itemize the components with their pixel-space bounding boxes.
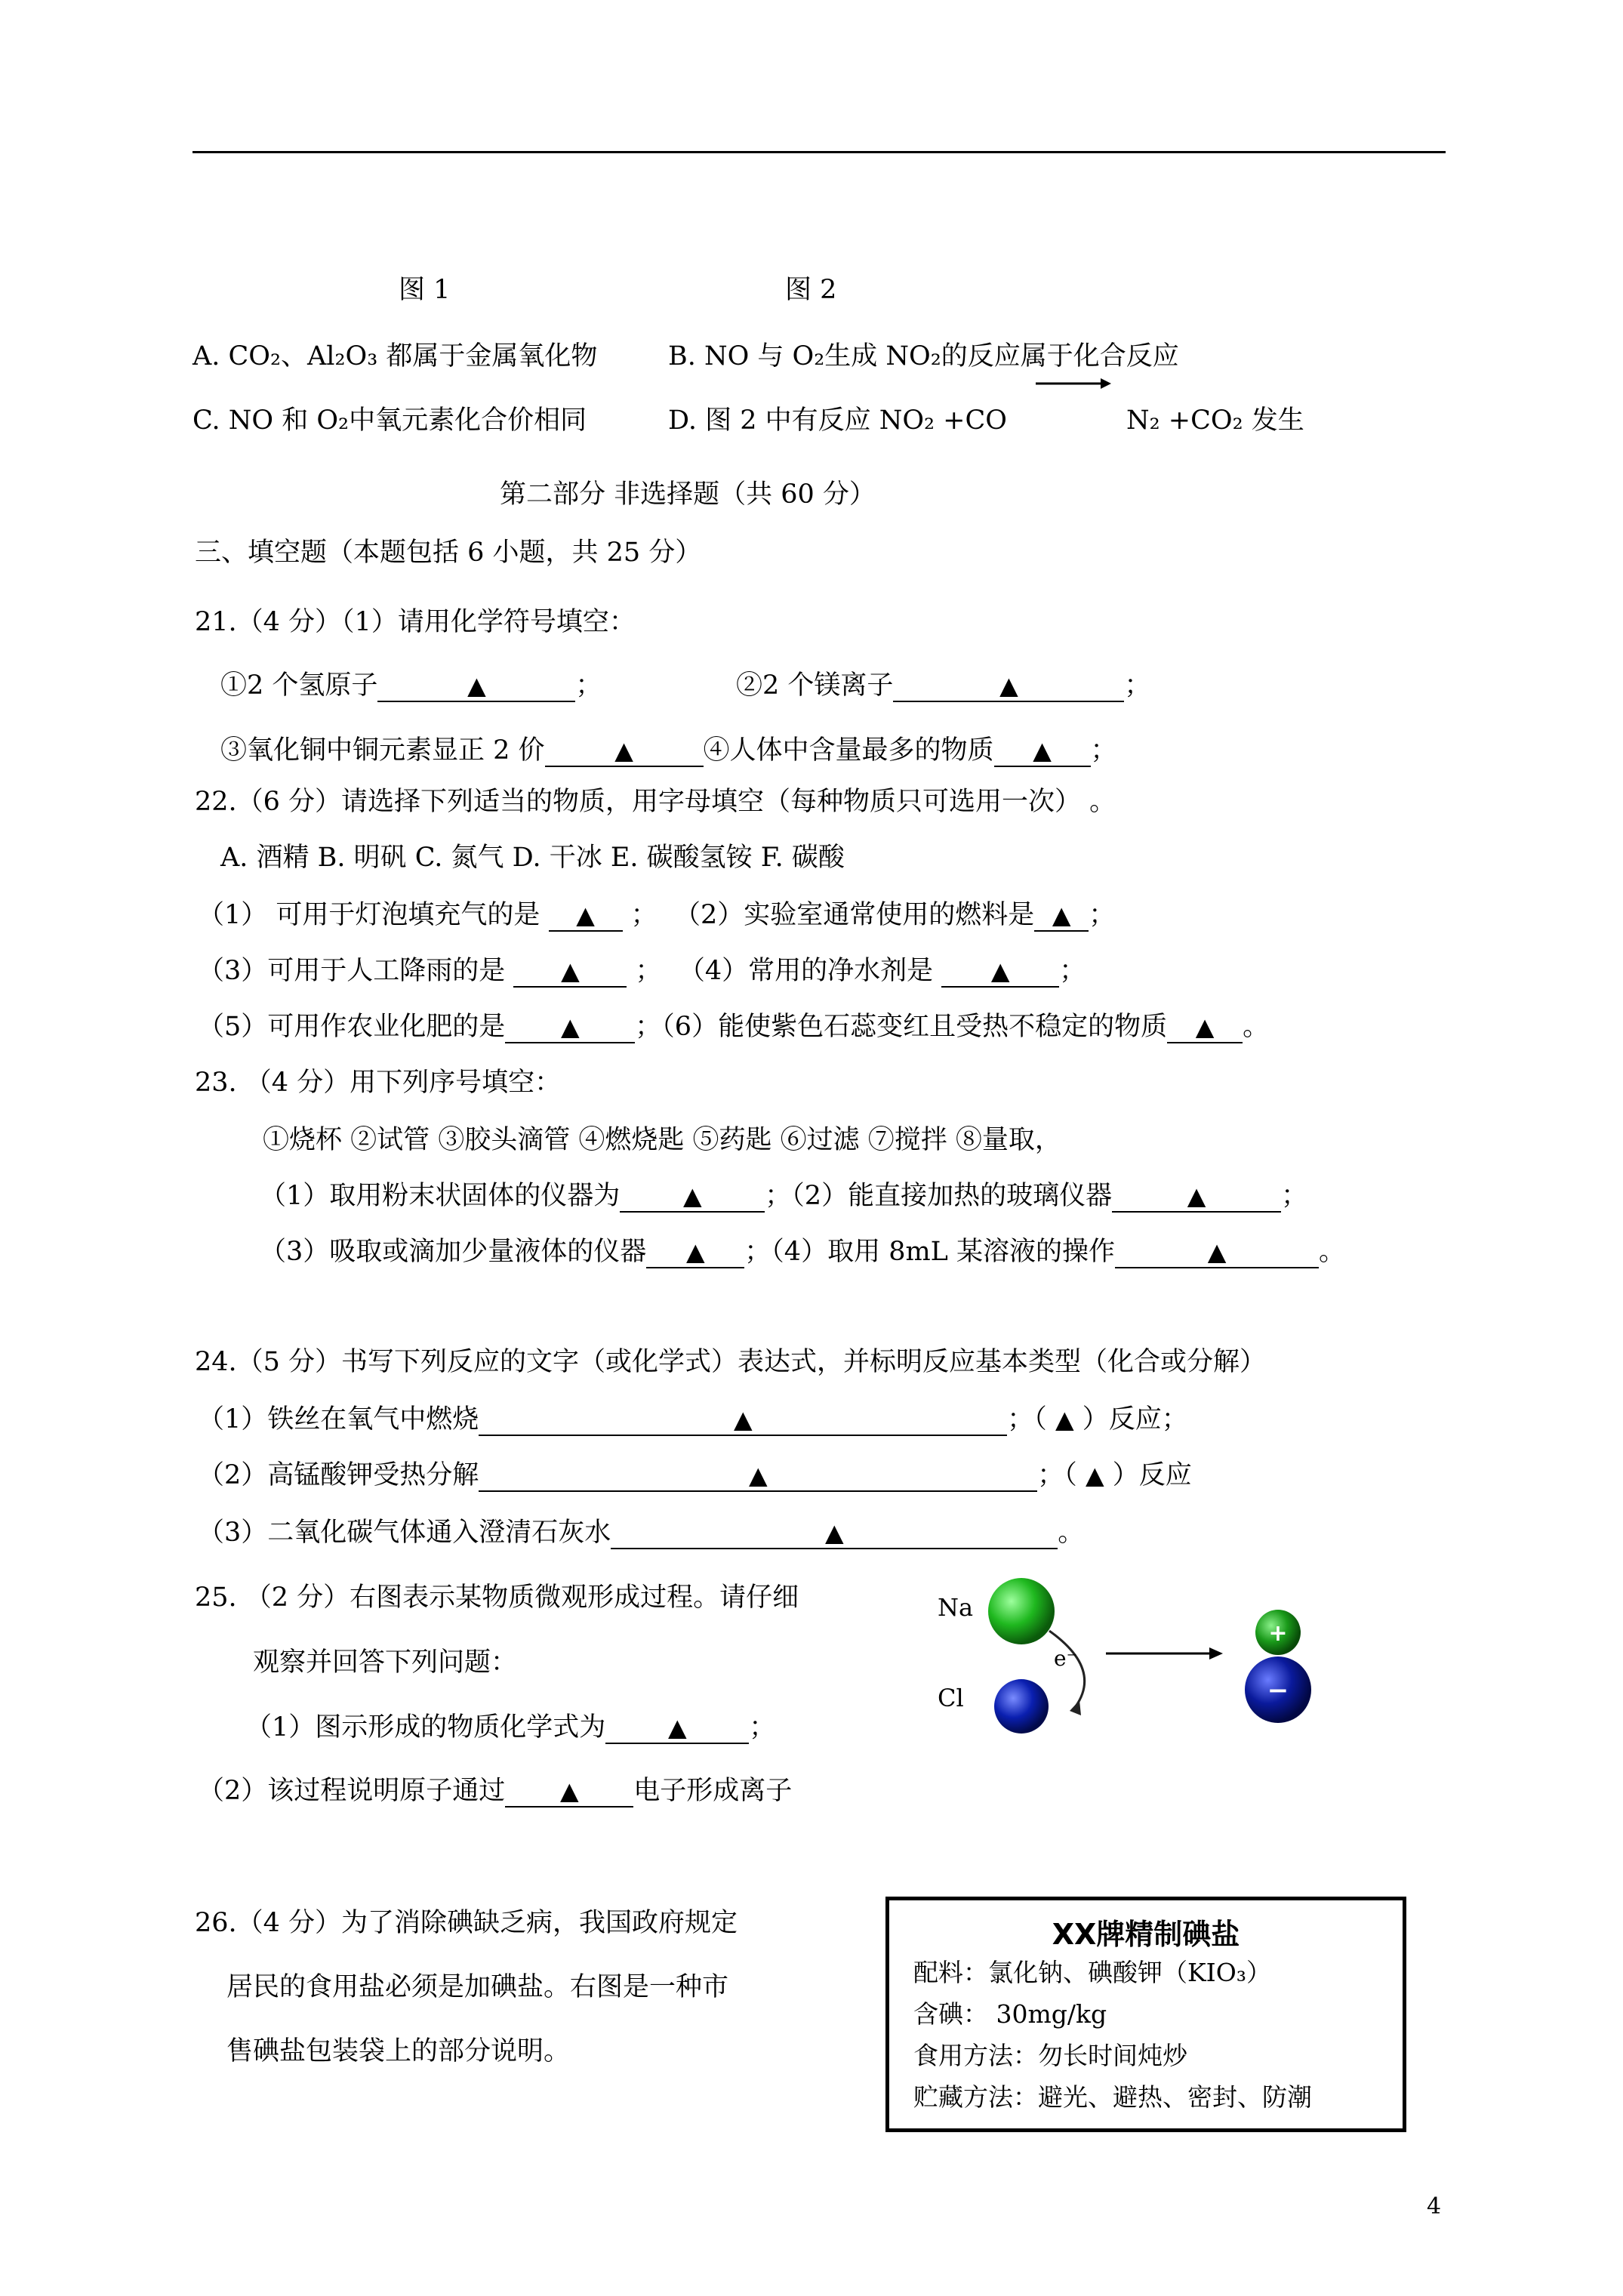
- triangle-icon: ▲: [748, 1461, 768, 1490]
- triangle-icon: ▲: [682, 1182, 702, 1210]
- salt-label-ingredients: 配料：氯化钠、碘酸钾（KIO₃）: [913, 1958, 1271, 1987]
- answer-blank[interactable]: [377, 670, 575, 702]
- q23-line-2: （3）吸取或滴加少量液体的仪器 ▲ ；（4）取用 8mL 某溶液的操作 ▲ 。: [260, 1237, 1346, 1267]
- q22-choices: A. 酒精 B. 明矾 C. 氮气 D. 干冰 E. 碳酸氢铵 F. 碳酸: [220, 843, 845, 873]
- answer-blank[interactable]: [1112, 1181, 1281, 1213]
- option-c: C. NO 和 O₂中氧元素化合价相同: [192, 405, 587, 436]
- triangle-icon: ▲: [667, 1713, 687, 1742]
- page-number: 4: [1427, 2193, 1442, 2220]
- q25-stem-2: 观察并回答下列问题：: [253, 1647, 518, 1678]
- q26-line-3: 售碘盐包装袋上的部分说明。: [226, 2036, 571, 2066]
- q22-stem: 22.（6 分）请选择下列适当的物质，用字母填空（每种物质只可选用一次） 。: [195, 787, 1116, 817]
- q24-stem: 24.（5 分）书写下列反应的文字（或化学式）表达式，并标明反应基本类型（化合或分解）: [195, 1347, 1267, 1377]
- q21-item-1: ①2 个氢原子 ▲ ；: [220, 670, 602, 701]
- triangle-icon: ▲: [559, 1777, 579, 1805]
- triangle-icon: ▲: [733, 1405, 753, 1434]
- q23-line-1: （1）取用粉末状固体的仪器为 ▲ ；（2）能直接加热的玻璃仪器 ▲ ；: [260, 1181, 1308, 1211]
- q22-line-3: （5）可用作农业化肥的是 ▲ ；（6）能使紫色石蕊变红且受热不稳定的物质 ▲ 。: [198, 1012, 1270, 1042]
- q21-item-2: ②2 个镁离子 ▲ ；: [736, 670, 1151, 701]
- option-b: B. NO 与 O₂生成 NO₂的反应属于化合反应: [668, 341, 1179, 371]
- triangle-icon: ▲: [1055, 1405, 1074, 1434]
- answer-blank[interactable]: [479, 1404, 1007, 1436]
- answer-blank[interactable]: [941, 956, 1059, 988]
- triangle-icon: ▲: [999, 671, 1018, 700]
- salt-label-storage: 贮藏方法：避光、避热、密封、防潮: [913, 2082, 1312, 2112]
- answer-blank[interactable]: [505, 1012, 635, 1043]
- q22-line-2: （3）可用于人工降雨的是 ▲ ； （4）常用的净水剂是 ▲ ；: [198, 956, 1086, 986]
- triangle-icon: ▲: [467, 671, 486, 700]
- q26-line-2: 居民的食用盐必须是加碘盐。右图是一种市: [226, 1972, 729, 2002]
- answer-blank[interactable]: [545, 735, 704, 767]
- triangle-icon: ▲: [1195, 1012, 1215, 1041]
- q21-item-3-4: ③氧化铜中铜元素显正 2 价 ▲ ④人体中含量最多的物质 ▲ ；: [220, 735, 1117, 766]
- triangle-icon: ▲: [685, 1237, 705, 1266]
- q25-item-1: （1）图示形成的物质化学式为 ▲ ；: [245, 1712, 776, 1743]
- answer-blank[interactable]: [611, 1518, 1058, 1549]
- q22-line-1: （1） 可用于灯泡填充气的是 ▲ ； （2）实验室通常使用的燃料是 ▲ ；: [198, 900, 1116, 930]
- triangle-icon: ▲: [1085, 1461, 1104, 1490]
- salt-label-title: XX牌精制碘盐: [1052, 1918, 1240, 1951]
- q21-stem: 21.（4 分）（1）请用化学符号填空：: [195, 607, 636, 637]
- option-a: A. CO₂、Al₂O₃ 都属于金属氧化物: [192, 341, 598, 371]
- triangle-icon: ▲: [1033, 736, 1052, 765]
- cl-label: Cl: [938, 1684, 964, 1712]
- triangle-icon: ▲: [1207, 1237, 1227, 1266]
- section-title: 三、填空题（本题包括 6 小题，共 25 分）: [195, 538, 702, 568]
- triangle-icon: ▲: [576, 901, 595, 929]
- figure-2-label: 图 2: [785, 275, 837, 305]
- q24-line-1: （1）铁丝在氧气中燃烧 ▲ ；（ ▲ ）反应；: [198, 1404, 1188, 1435]
- triangle-icon: ▲: [824, 1518, 844, 1547]
- answer-blank[interactable]: [1167, 1012, 1243, 1043]
- answer-blank[interactable]: [646, 1237, 744, 1268]
- sodium-atom: [988, 1578, 1055, 1644]
- answer-blank[interactable]: [513, 956, 627, 988]
- electron-label: e⁻: [1054, 1646, 1078, 1671]
- answer-blank[interactable]: [479, 1460, 1037, 1492]
- answer-blank[interactable]: [1034, 900, 1089, 932]
- chlorine-atom: [994, 1679, 1049, 1734]
- plus-sign: +: [1268, 1620, 1288, 1647]
- ion-formation-diagram: [921, 1555, 1329, 1752]
- answer-blank[interactable]: [605, 1712, 749, 1744]
- figure-1-label: 图 1: [399, 275, 451, 305]
- answer-blank[interactable]: [1115, 1237, 1319, 1268]
- answer-blank[interactable]: [994, 735, 1091, 767]
- triangle-icon: ▲: [1187, 1182, 1206, 1210]
- q25-item-2: （2）该过程说明原子通过 ▲ 电子形成离子: [198, 1776, 793, 1806]
- triangle-icon: ▲: [990, 957, 1010, 985]
- reaction-arrow: [1036, 376, 1111, 391]
- triangle-icon: ▲: [1052, 901, 1071, 929]
- answer-blank[interactable]: [505, 1776, 633, 1808]
- part-title: 第二部分 非选择题（共 60 分）: [500, 479, 876, 510]
- q25-stem: 25. （2 分）右图表示某物质微观形成过程。请仔细: [195, 1583, 799, 1613]
- q24-line-3: （3）二氧化碳气体通入澄清石灰水 ▲ 。: [198, 1518, 1085, 1548]
- triangle-icon: ▲: [561, 957, 580, 985]
- q23-items: ①烧杯 ②试管 ③胶头滴管 ④燃烧匙 ⑤药匙 ⑥过滤 ⑦搅拌 ⑧量取，: [263, 1125, 1061, 1155]
- option-d-products: N₂ +CO₂ 发生: [1126, 405, 1304, 436]
- answer-blank[interactable]: [549, 900, 623, 932]
- q23-stem: 23. （4 分）用下列序号填空：: [195, 1068, 562, 1098]
- minus-sign: −: [1267, 1675, 1289, 1706]
- na-label: Na: [938, 1593, 974, 1622]
- answer-blank[interactable]: [893, 670, 1124, 702]
- salt-label-usage: 食用方法：勿长时间炖炒: [913, 2041, 1187, 2070]
- triangle-icon: ▲: [560, 1012, 580, 1041]
- q24-line-2: （2）高锰酸钾受热分解 ▲ ；（ ▲ ）反应: [198, 1460, 1192, 1490]
- triangle-icon: ▲: [614, 736, 633, 765]
- header-rule: [192, 151, 1446, 153]
- salt-package-label: [885, 1897, 1406, 2132]
- salt-label-iodine: 含碘： 30mg/kg: [913, 1999, 1107, 2029]
- option-d: D. 图 2 中有反应 NO₂ +CO: [668, 405, 1007, 436]
- q26-line-1: 26.（4 分）为了消除碘缺乏病，我国政府规定: [195, 1908, 738, 1938]
- answer-blank[interactable]: [620, 1181, 765, 1213]
